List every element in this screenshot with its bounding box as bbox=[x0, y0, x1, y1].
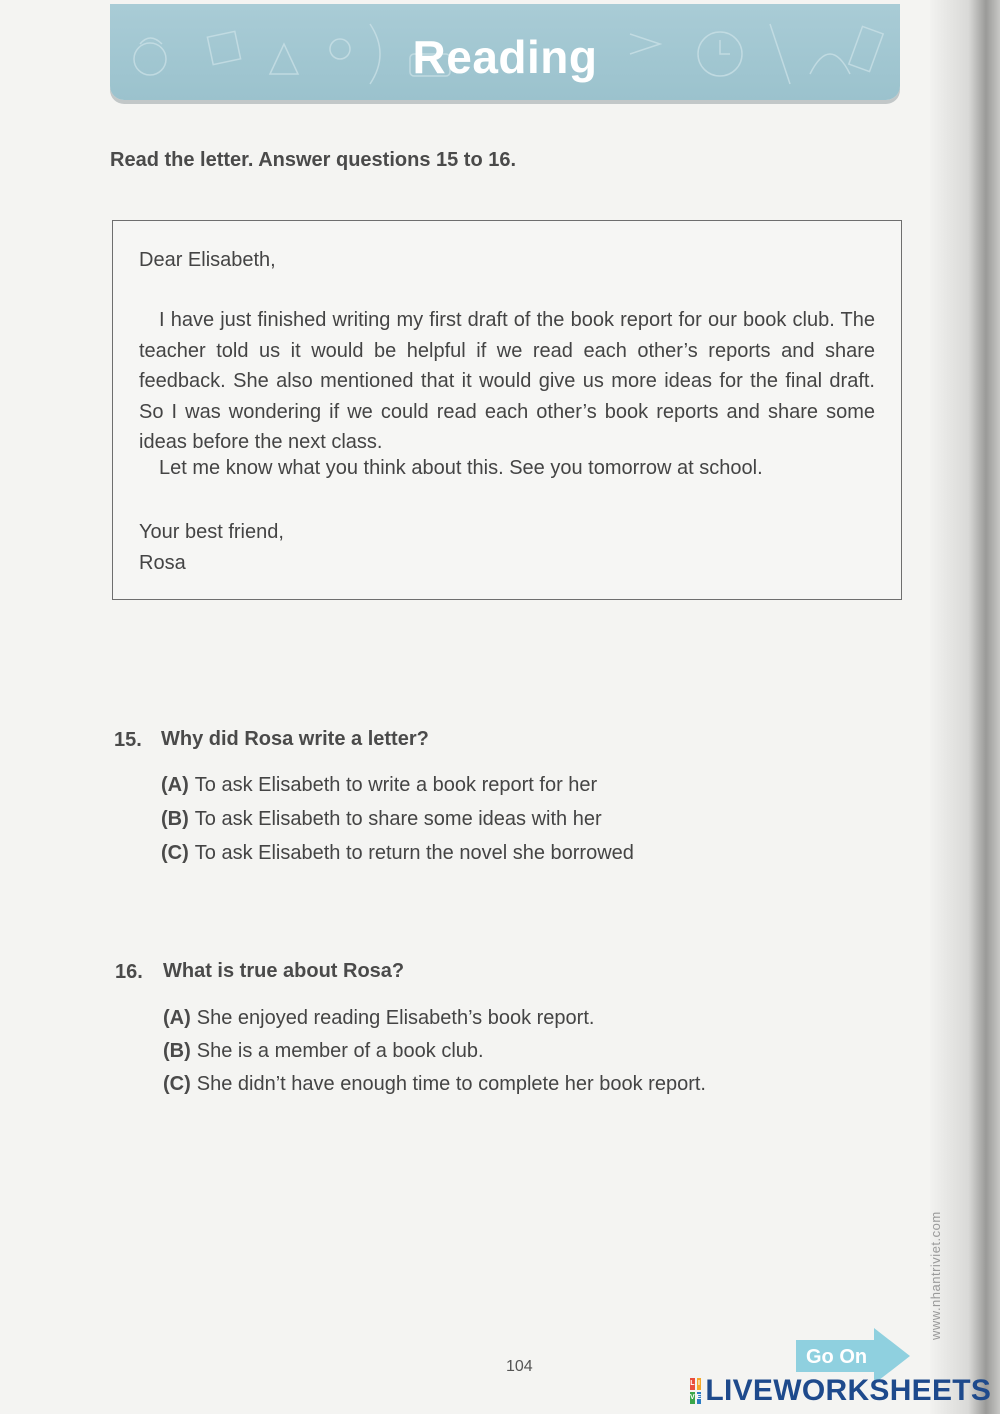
letter-box bbox=[112, 220, 902, 600]
publisher-url: www.nhantriviet.com bbox=[928, 1211, 943, 1340]
answer-option[interactable] bbox=[163, 1007, 594, 1030]
answer-option[interactable] bbox=[163, 1040, 484, 1063]
letter-greeting: Dear Elisabeth, bbox=[139, 249, 276, 271]
logo-letter: E bbox=[697, 1392, 702, 1404]
question-text: Why did Rosa write a letter? bbox=[161, 728, 429, 750]
option-letter: (C) bbox=[161, 842, 189, 864]
option-text: She enjoyed reading Elisabeth’s book report. bbox=[196, 1007, 595, 1029]
option-letter: (A) bbox=[161, 774, 189, 796]
answer-option[interactable] bbox=[161, 842, 634, 865]
answer-option[interactable] bbox=[161, 808, 602, 831]
liveworksheets-logo-icon bbox=[690, 1378, 701, 1404]
option-text: She didn’t have enough time to complete her book report. bbox=[196, 1073, 706, 1095]
liveworksheets-watermark bbox=[690, 1374, 990, 1408]
option-text: To ask Elisabeth to share some ideas with her bbox=[194, 808, 602, 830]
page-title: Reading bbox=[412, 31, 598, 83]
logo-letter: L bbox=[690, 1378, 695, 1390]
option-letter: (B) bbox=[163, 1040, 191, 1062]
letter-signoff: Your best friend, bbox=[139, 521, 284, 543]
letter-body: I have just finished writing my first draft of the book report for our book club. The teacher told us it would be helpful if we read each other’s reports and share feedback. She also mentioned that it would give us more ideas for the final draft. So I was wondering if we could read each other’s book reports and share some ideas before the next class. bbox=[139, 309, 875, 453]
option-text: To ask Elisabeth to write a book report for her bbox=[194, 774, 598, 796]
option-text: She is a member of a book club. bbox=[196, 1040, 484, 1062]
letter-closing-line: Let me know what you think about this. See you tomorrow at school. bbox=[159, 457, 763, 479]
page-number: 104 bbox=[506, 1358, 533, 1375]
reading-banner bbox=[110, 4, 900, 100]
logo-letter: I bbox=[697, 1378, 702, 1390]
logo-letter: V bbox=[690, 1392, 695, 1404]
instruction-text: Read the letter. Answer questions 15 to 16. bbox=[110, 149, 517, 171]
question-text: What is true about Rosa? bbox=[163, 960, 405, 982]
go-on-label[interactable]: Go On bbox=[806, 1346, 868, 1368]
question-number: 15. bbox=[114, 729, 142, 751]
option-letter: (B) bbox=[161, 808, 189, 830]
option-text: To ask Elisabeth to return the novel she borrowed bbox=[194, 842, 634, 864]
liveworksheets-text: LIVEWORKSHEETS bbox=[705, 1374, 992, 1407]
question-number: 16. bbox=[115, 961, 143, 983]
letter-signature: Rosa bbox=[139, 552, 186, 574]
answer-option[interactable] bbox=[161, 774, 597, 797]
option-letter: (A) bbox=[163, 1007, 191, 1029]
option-letter: (C) bbox=[163, 1073, 191, 1095]
answer-option[interactable] bbox=[163, 1073, 706, 1096]
